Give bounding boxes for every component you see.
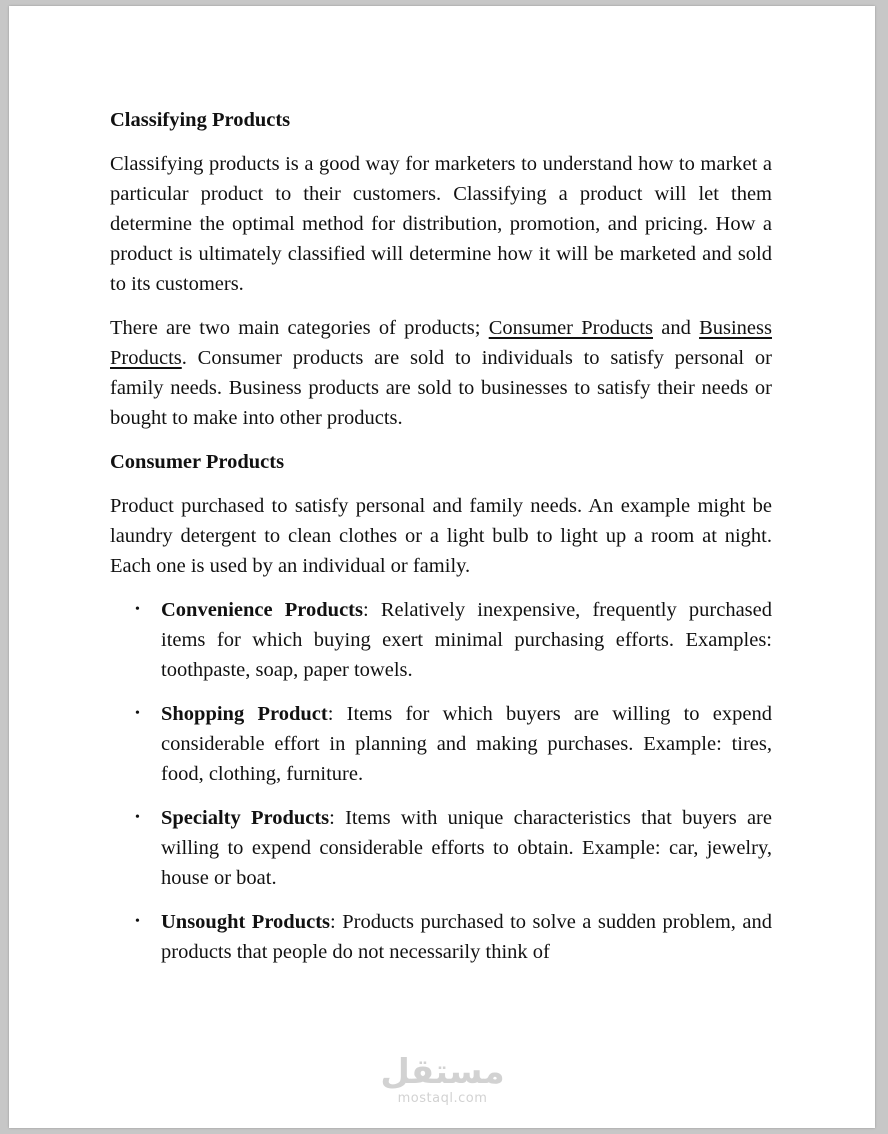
list-item-text: : Relatively inexpensive, frequently purchased items for which buying exert minimal purchasing efforts. Examples: toothpaste, soap, paper towels. xyxy=(161,599,772,681)
paragraph-categories-and: and xyxy=(652,317,700,339)
heading-consumer-products: Consumer Products xyxy=(110,451,285,473)
link-business-products[interactable]: Business Products xyxy=(110,317,772,369)
heading-classifying-products: Classifying Products xyxy=(110,109,291,131)
list-item-text: : Items with unique characteristics that buyers are willing to expend considerable efforts to obtain. Example: car, jewelry, house or boat. xyxy=(161,807,772,889)
document-page xyxy=(9,6,875,1128)
list-item-convenience xyxy=(161,595,772,685)
paragraph-intro: Classifying products is a good way for marketers to understand how to market a particular product to their customers. Classifying a product will let them determine the optimal method for distribution, promotion, and pricing. How a product is ultimately classified will determine how it will be marketed and sold to its customers. xyxy=(110,153,772,295)
watermark-latin: mostaql.com xyxy=(397,1091,488,1106)
watermark-arabic: مستقل xyxy=(380,1052,505,1092)
list-item-text: : Products purchased to solve a sudden problem, and products that people do not necessarily think of xyxy=(161,911,772,963)
paragraph-categories xyxy=(110,313,772,433)
paragraph-consumer-products: Product purchased to satisfy personal and family needs. An example might be laundry detergent to clean clothes or a light bulb to light up a room at night. Each one is used by an individual or family. xyxy=(110,495,772,577)
list-item-term: Specialty Products xyxy=(161,807,330,829)
product-types-list xyxy=(110,595,772,967)
list-item-term: Shopping Product xyxy=(161,703,328,725)
list-item-specialty xyxy=(161,803,772,893)
paragraph-categories-end: . Consumer products are sold to individuals to satisfy personal or family needs. Business products are sold to businesses to satisfy their needs or bought to make into other products. xyxy=(110,347,772,429)
watermark-logo xyxy=(380,1052,505,1106)
list-item-unsought xyxy=(161,907,772,967)
paragraph-categories-start: There are two main categories of products; xyxy=(110,317,489,339)
document-content xyxy=(110,105,772,981)
list-item-term: Convenience Products xyxy=(161,599,363,621)
list-item-shopping xyxy=(161,699,772,789)
link-consumer-products[interactable]: Consumer Products xyxy=(488,317,653,339)
list-item-text: : Items for which buyers are willing to expend considerable effort in planning and making purchases. Example: tires, food, clothing, furniture. xyxy=(161,703,772,785)
list-item-term: Unsought Products xyxy=(161,911,331,933)
